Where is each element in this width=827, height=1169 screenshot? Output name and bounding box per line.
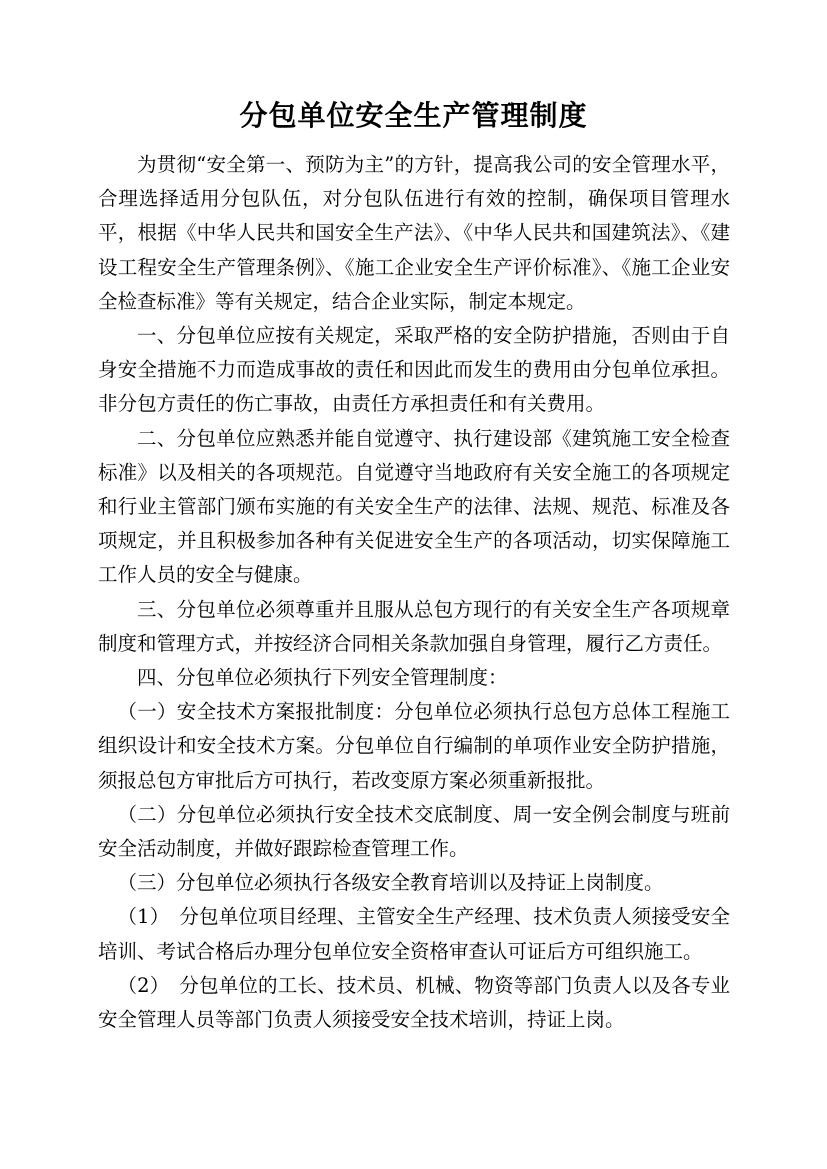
intro-paragraph: 为贯彻“安全第一、预防为主”的方针，提高我公司的安全管理水平，合理选择适用分包队伍，对分包队伍进行有效的控制，确保项目管理水平，根据《中华人民共和国安全生产法》、《中华人民共和国建筑法》、《建设工程安全生产管理条例》、《施工企业安全生产评价标准》、《施工企业安全检查标准》等有关规定，结合企业实际，制定本规定。 — [98, 153, 730, 313]
subclause-2-paragraph: （二）分包单位必须执行安全技术交底制度、周一安全例会制度与班前安全活动制度，并做好跟踪检查管理工作。 — [98, 802, 730, 861]
clause-4-heading: 四、分包单位必须执行下列安全管理制度： — [137, 666, 508, 690]
clause-2-paragraph: 二、分包单位应熟悉并能自觉遵守、执行建设部《建筑施工安全检查标准》以及相关的各项规范。自觉遵守当地政府有关安全施工的各项规定和行业主管部门颁布实施的有关安全生产的法律、法规、规范、标准及各项规定，并且积极参加各种有关促进安全生产的各项活动，切实保障施工工作人员的安全与健康。 — [98, 426, 730, 587]
subclause-3-paragraph: （三）分包单位必须执行各级安全教育培训以及持证上岗制度。 — [117, 871, 664, 895]
item-1-paragraph: （1） 分包单位项目经理、主管安全生产经理、技术负责人须接受安全培训、考试合格后办理分包单位安全资格审查认可证后方可组织施工。 — [98, 905, 730, 963]
document-body — [98, 148, 730, 1037]
item-2-paragraph: （2） 分包单位的工长、技术员、机械、物资等部门负责人以及各专业安全管理人员等部门负责人须接受安全技术培训，持证上岗。 — [98, 973, 730, 1032]
clause-3-paragraph: 三、分包单位必须尊重并且服从总包方现行的有关安全生产各项规章制度和管理方式，并按经济合同相关条款加强自身管理，履行乙方责任。 — [98, 597, 730, 655]
subclause-1-paragraph: （一）安全技术方案报批制度：分包单位必须执行总包方总体工程施工组织设计和安全技术方案。分包单位自行编制的单项作业安全防护措施，须报总包方审批后方可执行，若改变原方案必须重新报批。 — [98, 700, 730, 792]
document-title: 分包单位安全生产管理制度 — [239, 99, 588, 132]
clause-1-paragraph: 一、分包单位应按有关规定，采取严格的安全防护措施，否则由于自身安全措施不力而造成事故的责任和因此而发生的费用由分包单位承担。非分包方责任的伤亡事故，由责任方承担责任和有关费用。 — [98, 324, 730, 416]
